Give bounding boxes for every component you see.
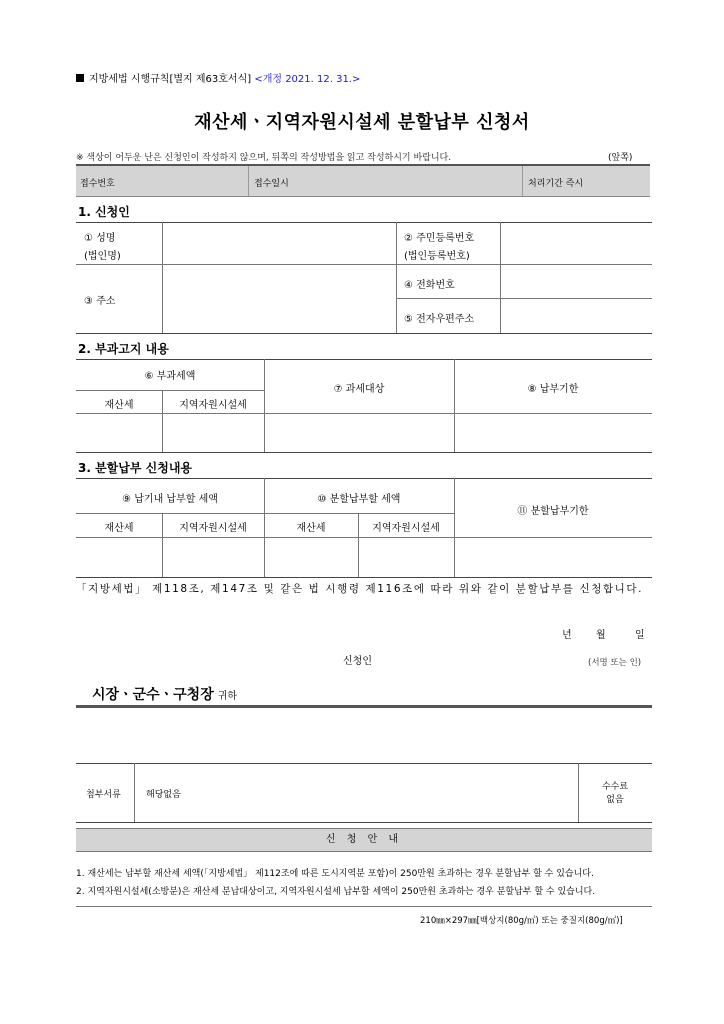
divider	[76, 359, 652, 360]
divider	[522, 166, 523, 196]
divider	[134, 763, 135, 822]
processing-period-label: 처리기간 즉시	[528, 179, 584, 189]
applicant-label: 신청인	[343, 656, 372, 667]
divider	[248, 166, 249, 196]
installment-due-field[interactable]	[456, 539, 650, 575]
guide-item: 1. 재산세는 납부할 재산세 세액(「지방세법」 제112조에 따른 도시지역분 포함)이 250만원 초과하는 경우 분할납부 할 수 있습니다.	[76, 869, 594, 879]
signature-hint: (서명 또는 인)	[588, 658, 642, 668]
installment-due-label: ⑪ 분할납부기한	[517, 506, 589, 517]
pay-regional-tax-field[interactable]	[164, 539, 262, 575]
rrn-label: ② 주민등록번호	[404, 233, 475, 244]
attachments-label: 첨부서류	[86, 790, 121, 800]
divider	[76, 513, 454, 514]
regional-tax-label: 지역자원시설세	[179, 400, 247, 411]
due-date-field[interactable]	[456, 415, 650, 450]
guide-title: 신 청 안 내	[76, 828, 652, 852]
page-title: 재산세ㆍ지역자원시설세 분할납부 신청서	[194, 112, 530, 133]
tax-amount-label: ⑥ 부과세액	[144, 371, 196, 382]
addressee	[92, 684, 237, 704]
email-label: ⑤ 전자우편주소	[404, 314, 475, 325]
section1-heading: 1. 신청인	[78, 205, 130, 219]
divider	[76, 906, 652, 907]
installment-property-tax-field[interactable]	[266, 539, 356, 575]
form-reference	[76, 70, 360, 85]
guide-item: 2. 지역자원시설세(소방분)은 재산세 분납대상이고, 지역자원시설세 납부할 세액이 250만원 초과하는 경우 분할납부 할 수 있습니다.	[76, 887, 596, 897]
fee-label: 수수료	[601, 782, 629, 792]
divider	[76, 452, 652, 453]
installment-amount-label: ⑩ 분할납부할 세액	[317, 494, 401, 505]
name-field[interactable]	[164, 224, 394, 262]
address-label: ③ 주소	[84, 296, 116, 307]
application-date	[0, 626, 724, 640]
phone-field[interactable]	[502, 266, 650, 296]
divider	[454, 478, 455, 577]
receipt-number-label: 접수번호	[80, 179, 115, 189]
divider	[396, 222, 397, 333]
divider	[454, 359, 455, 452]
divider	[500, 222, 501, 333]
address-field[interactable]	[164, 266, 394, 331]
declaration-text: 「지방세법」 제118조, 제147조 및 같은 법 시행령 제116조에 따라 위와 같이 분할납부를 신청합니다.	[76, 583, 644, 595]
divider	[76, 763, 652, 764]
year-label: 년	[562, 630, 572, 641]
addressee-suffix: 귀하	[217, 691, 238, 702]
divider	[396, 298, 652, 299]
month-label: 월	[596, 630, 606, 641]
thick-divider	[76, 705, 652, 708]
installment-regional-tax-field[interactable]	[360, 539, 452, 575]
property-tax-label: 재산세	[104, 523, 134, 534]
attachments-value: 해당없음	[146, 790, 181, 800]
divider	[162, 222, 163, 333]
tax-object-label: ⑦ 과세대상	[333, 384, 385, 395]
tax-object-field[interactable]	[266, 415, 452, 450]
property-tax-field[interactable]	[78, 415, 160, 450]
section2-heading: 2. 부과고지 내용	[78, 342, 169, 356]
property-tax-label: 재산세	[296, 523, 326, 534]
divider	[264, 359, 265, 452]
regional-tax-label: 지역자원시설세	[372, 523, 440, 534]
paper-spec: 210㎜×297㎜[백상지(80g/㎡) 또는 중질지(80g/㎡)]	[420, 916, 623, 926]
divider	[76, 333, 652, 334]
revision-note: <개정 2021. 12. 31.>	[254, 74, 361, 85]
form-id: 지방세법 시행규칙[별지 제63호서식]	[89, 74, 252, 85]
instruction-note: ※ 색상이 어두운 난은 신청인이 작성하지 않으며, 뒤쪽의 작성방법을 읽고 작성하시기 바랍니다.	[76, 153, 452, 163]
email-field[interactable]	[502, 300, 650, 331]
pay-property-tax-field[interactable]	[78, 539, 160, 575]
regional-tax-label: 지역자원시설세	[179, 523, 247, 534]
section3-heading: 3. 분할납부 신청내용	[78, 461, 193, 475]
day-label: 일	[635, 630, 645, 641]
phone-label: ④ 전화번호	[404, 280, 455, 291]
divider	[76, 390, 264, 391]
receipt-date-label: 접수일시	[254, 179, 289, 189]
divider	[76, 822, 652, 823]
due-date-label: ⑧ 납부기한	[527, 384, 579, 395]
receipt-bar	[76, 164, 650, 197]
rrn-field[interactable]	[502, 224, 650, 262]
rrn-sub-label: (법인등록번호)	[404, 251, 470, 262]
page-side: (앞쪽)	[608, 153, 633, 163]
fee-value: 없음	[606, 795, 624, 805]
name-label: ① 성명	[84, 233, 116, 244]
pay-within-label: ⑨ 납기내 납부할 세액	[122, 494, 218, 505]
divider	[76, 478, 652, 479]
regional-tax-field[interactable]	[164, 415, 262, 450]
name-sub-label: (법인명)	[84, 251, 121, 262]
addressee-name: 시장ㆍ군수ㆍ구청장	[92, 687, 214, 703]
square-bullet-icon	[76, 74, 84, 82]
property-tax-label: 재산세	[104, 400, 134, 411]
